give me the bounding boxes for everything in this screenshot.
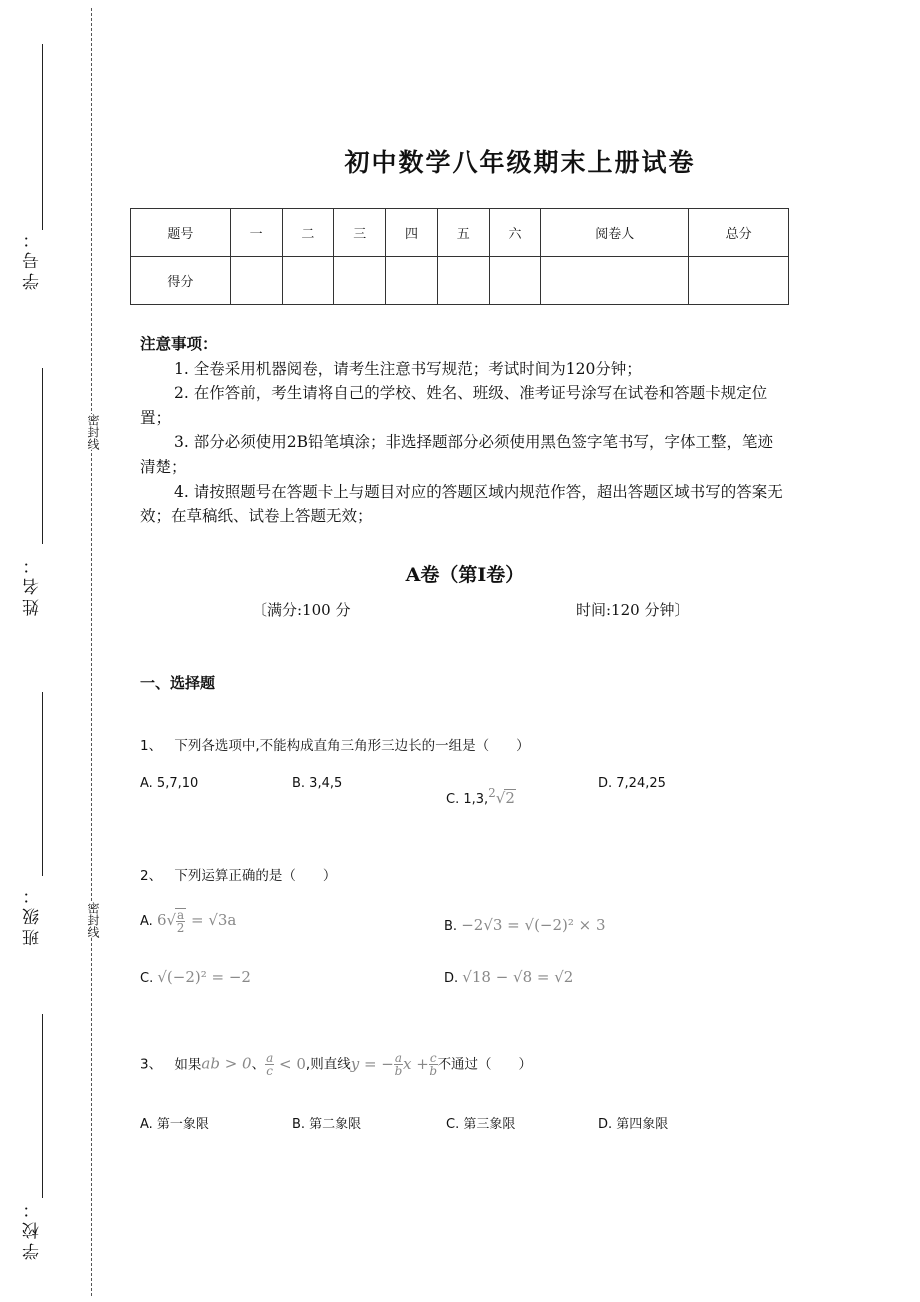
option-math: $^2$√2 xyxy=(488,786,515,807)
seal-label-top: 密封线 xyxy=(86,414,100,450)
question-3 xyxy=(140,1052,532,1077)
seal-label-bottom: 密封线 xyxy=(86,902,100,938)
math-numerator: a xyxy=(394,1051,403,1065)
score-blank-cell xyxy=(437,257,489,305)
separator: 、 xyxy=(251,1056,266,1073)
school-blank xyxy=(42,1014,43,1198)
q1-option-b[interactable]: B. 3,4,5 xyxy=(292,776,343,791)
option-label: C. 1,3, xyxy=(446,792,489,807)
q2-option-d[interactable] xyxy=(444,968,573,986)
exam-title: 初中数学八年级期末上册试卷 xyxy=(344,148,696,177)
question-stem-pre: 如果 xyxy=(174,1056,202,1073)
math-denominator: c xyxy=(266,1064,274,1078)
question-stem: 下列各选项中,不能构成直角三角形三边长的一组是（ ） xyxy=(174,738,530,754)
math-rhs: = √3a xyxy=(190,911,237,929)
condition-2 xyxy=(265,1051,306,1078)
class-blank xyxy=(42,692,43,876)
math-denominator: b xyxy=(429,1064,438,1078)
score-table-header-row xyxy=(131,209,789,257)
note-item: 1. 全卷采用机器阅卷，请考生注意书写规范；考试时间为120分钟； xyxy=(174,359,642,378)
q1-option-a[interactable]: A. 5,7,10 xyxy=(140,776,199,791)
score-header-cell: 总分 xyxy=(689,209,789,257)
question-number: 2、 xyxy=(140,868,163,884)
score-header-cell: 五 xyxy=(437,209,489,257)
math-numerator: c xyxy=(429,1051,437,1065)
q3-option-c[interactable]: C. 第三象限 xyxy=(446,1117,516,1132)
math-numerator: a xyxy=(266,1051,274,1065)
score-blank-cell xyxy=(282,257,334,305)
line-equation xyxy=(350,1051,438,1078)
q1-option-c[interactable] xyxy=(446,786,516,807)
question-number: 3、 xyxy=(140,1056,163,1073)
option-label: A. xyxy=(140,914,153,929)
math-denominator: 2 xyxy=(176,921,185,935)
q2-option-b[interactable] xyxy=(444,916,606,934)
note-item: 4. 请按照题号在答题卡上与题目对应的答题区域内规范作答，超出答题区域书写的答案无效；在草稿纸、试卷上答题无效； xyxy=(140,482,783,526)
class-label: 班级： xyxy=(23,883,43,946)
score-header-cell: 阅卷人 xyxy=(541,209,689,257)
option-math: √18 − √8 = √2 xyxy=(462,968,574,986)
math-radicand: 2 xyxy=(505,789,515,807)
score-row-label: 得分 xyxy=(131,257,231,305)
score-table xyxy=(130,208,789,305)
score-blank-cell xyxy=(386,257,438,305)
section-heading: 一、选择题 xyxy=(140,674,216,692)
q2-option-a[interactable] xyxy=(140,908,236,934)
exam-time: 时间:120 分钟〕 xyxy=(576,601,690,619)
option-label: D. xyxy=(444,971,459,986)
math-expr: x + xyxy=(403,1054,429,1073)
score-table-score-row xyxy=(131,257,789,305)
option-label: C. xyxy=(140,971,154,986)
option-label: B. xyxy=(444,919,458,934)
score-header-cell: 三 xyxy=(334,209,386,257)
math-relation: < 0 xyxy=(279,1054,306,1073)
question-2 xyxy=(140,864,336,884)
score-blank-cell xyxy=(230,257,282,305)
score-blank-cell xyxy=(689,257,789,305)
math-numerator: a xyxy=(177,908,185,922)
score-header-cell: 题号 xyxy=(131,209,231,257)
option-math: −2√3 = √(−2)² × 3 xyxy=(461,916,606,934)
school-label: 学校： xyxy=(23,1197,43,1260)
notes-heading: 注意事项： xyxy=(140,334,218,353)
binding-margin xyxy=(0,0,110,1302)
name-blank xyxy=(42,368,43,544)
q3-option-a[interactable]: A. 第一象限 xyxy=(140,1117,209,1132)
score-blank-cell xyxy=(489,257,541,305)
question-number: 1、 xyxy=(140,738,163,754)
student-id-blank xyxy=(42,44,43,230)
q1-option-d[interactable]: D. 7,24,25 xyxy=(598,776,666,791)
math-denominator: b xyxy=(394,1064,403,1078)
option-math: √(−2)² = −2 xyxy=(157,968,251,986)
q2-option-c[interactable] xyxy=(140,968,251,986)
question-stem-post: 不通过（ ） xyxy=(437,1056,533,1073)
note-item: 3. 部分必须使用2B铅笔填涂；非选择题部分必须使用黑色签字笔书写，字体工整，笔迹清楚； xyxy=(140,433,773,476)
score-header-cell: 二 xyxy=(282,209,334,257)
math-expr: ab > 0 xyxy=(201,1054,252,1073)
student-id-label: 学号： xyxy=(23,227,43,290)
q3-option-d[interactable]: D. 第四象限 xyxy=(598,1117,669,1132)
note-item: 2. 在作答前，考生请将自己的学校、姓名、班级、准考证号涂写在试卷和答题卡规定位置； xyxy=(140,384,768,427)
question-stem-mid: ,则直线 xyxy=(305,1056,351,1073)
q3-option-b[interactable]: B. 第二象限 xyxy=(292,1117,362,1132)
seal-dashed-line xyxy=(91,8,92,1296)
math-coef: 6 xyxy=(156,911,167,929)
option-math: 6√ $\frac{a}{2}$ = √3a xyxy=(156,908,237,935)
volume-title: A卷（第I卷） xyxy=(405,564,525,586)
full-score: 〔满分:100 分 xyxy=(252,601,351,619)
score-blank-cell xyxy=(334,257,386,305)
condition-1 xyxy=(201,1055,251,1073)
score-header-cell: 四 xyxy=(386,209,438,257)
score-header-cell: 一 xyxy=(230,209,282,257)
math-coef: 2 xyxy=(488,786,496,800)
question-1 xyxy=(140,734,530,754)
score-blank-cell xyxy=(541,257,689,305)
question-stem: 下列运算正确的是（ ） xyxy=(174,868,337,884)
exam-notes xyxy=(140,332,785,529)
name-label: 姓名： xyxy=(23,553,43,616)
math-expr: y = − xyxy=(350,1054,394,1073)
score-header-cell: 六 xyxy=(489,209,541,257)
